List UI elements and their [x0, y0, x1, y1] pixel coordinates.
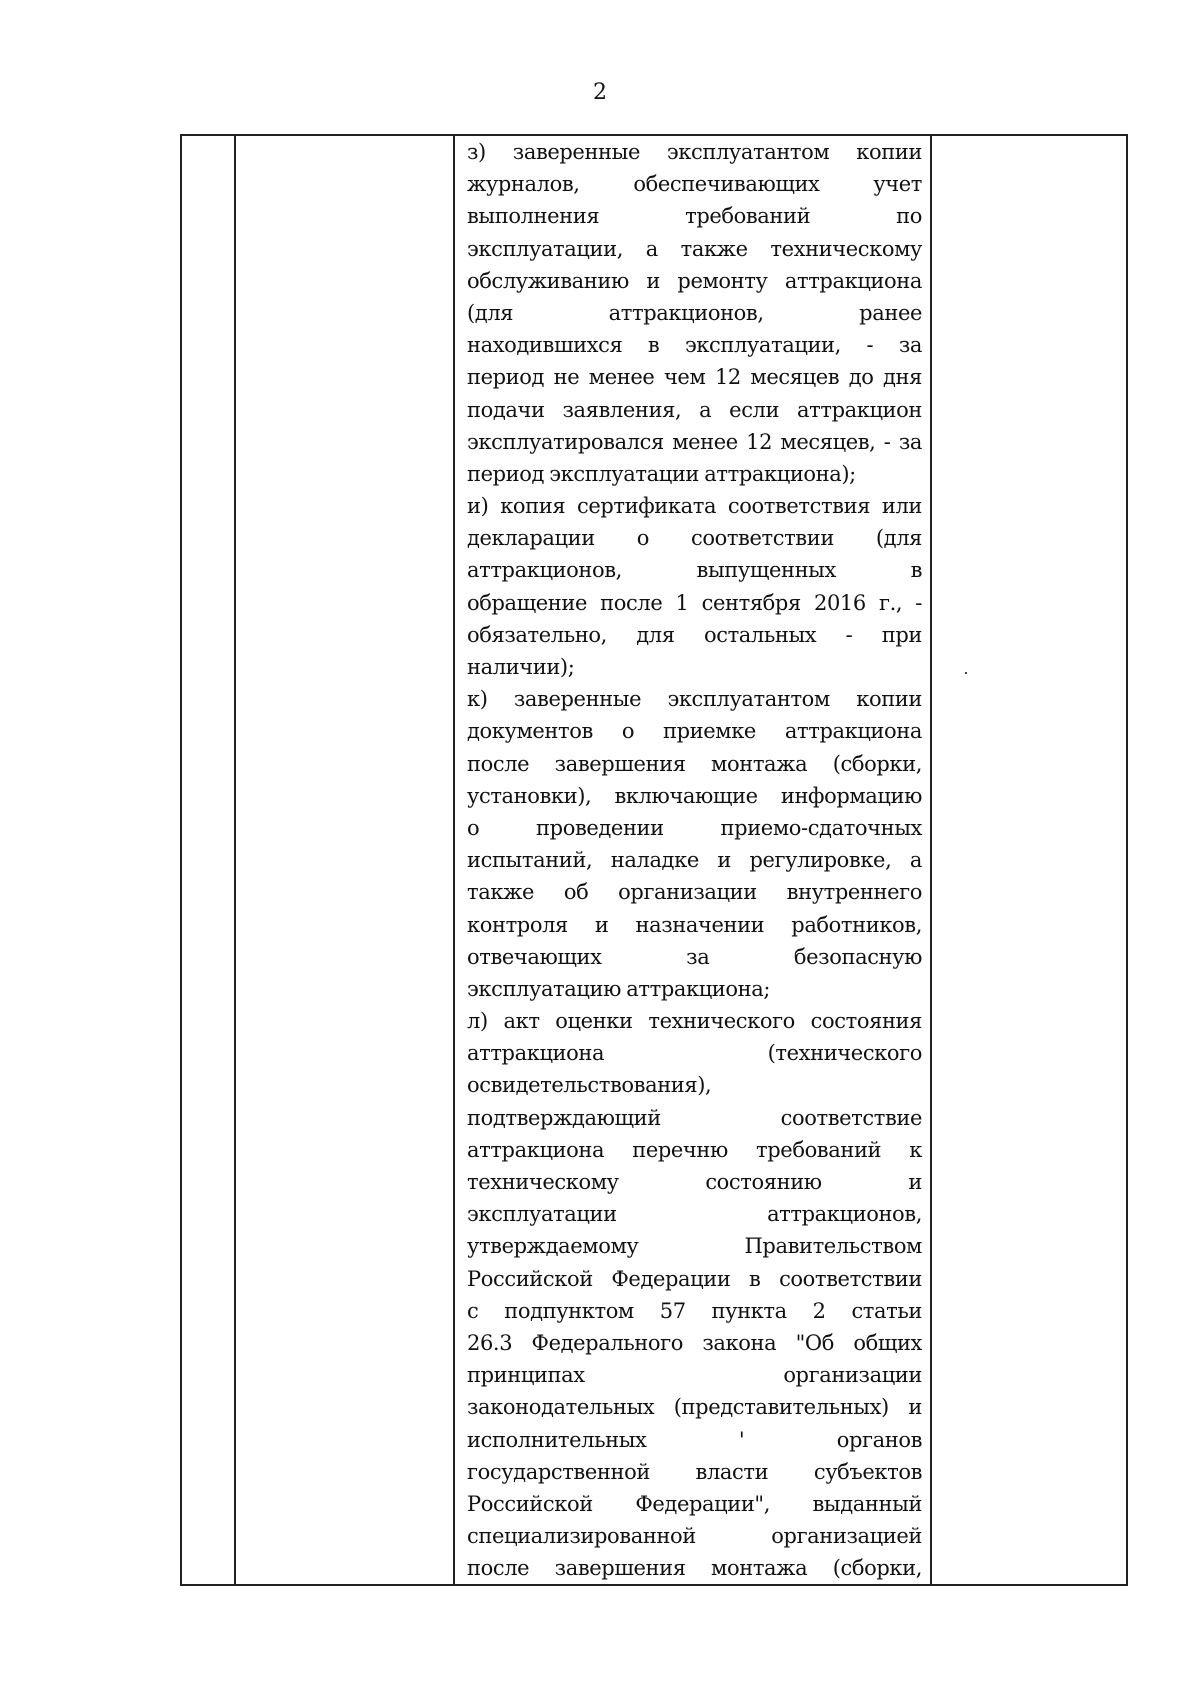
- text-line: наличии);: [467, 655, 575, 679]
- text-line: аттракциона (технического: [467, 1041, 922, 1066]
- text-line: и) копия сертификата соответствия или: [467, 494, 922, 519]
- text-line: выполнения требований по: [467, 204, 922, 229]
- text-line: после завершения монтажа (сборки,: [467, 1556, 922, 1581]
- text-line: законодательных (представительных) и: [467, 1395, 922, 1420]
- text-line: эксплуатации аттракционов,: [467, 1202, 922, 1227]
- empty-cell-name: [235, 135, 454, 1585]
- text-line: о проведении приемо-сдаточных: [467, 815, 922, 840]
- text-line: обслуживанию и ремонту аттракциона: [467, 268, 922, 293]
- text-line: декларации о соответствии (для: [467, 526, 922, 551]
- text-line: после завершения монтажа (сборки,: [467, 751, 922, 776]
- text-line: исполнительных ' органов: [467, 1427, 922, 1452]
- page-number: 2: [593, 80, 607, 105]
- text-line: з) заверенные эксплуатантом копии: [467, 140, 922, 164]
- text-line: подачи заявления, а если аттракцион: [467, 397, 922, 422]
- table-row: [181, 135, 1127, 1585]
- text-line: техническому состоянию и: [467, 1170, 922, 1194]
- text-line: отвечающих за безопасную: [467, 944, 922, 969]
- text-line: (для аттракционов, ранее: [467, 300, 922, 325]
- scan-speck: [965, 672, 967, 674]
- document-item-z: [467, 136, 922, 490]
- text-line: принципах организации: [467, 1363, 922, 1388]
- text-line: обязательно, для остальных - при: [467, 622, 922, 647]
- text-line: Российской Федерации", выданный: [467, 1491, 922, 1516]
- text-line: подтверждающий соответствие: [467, 1105, 922, 1130]
- text-line: период не менее чем 12 месяцев до дня: [467, 365, 922, 390]
- text-line: контроля и назначении работников,: [467, 912, 922, 937]
- text-line: журналов, обеспечивающих учет: [467, 172, 922, 197]
- text-line: эксплуатации, а также техническому: [467, 236, 922, 261]
- text-line: специализированной организацией: [467, 1524, 922, 1549]
- text-line: испытаний, наладке и регулировке, а: [467, 848, 922, 873]
- text-line: находившихся в эксплуатации, - за: [467, 333, 922, 358]
- empty-cell-notes: [931, 135, 1127, 1585]
- text-line: к) заверенные эксплуатантом копии: [467, 687, 922, 712]
- text-line: с подпунктом 57 пункта 2 статьи: [467, 1298, 922, 1323]
- text-line: также об организации внутреннего: [467, 880, 922, 905]
- text-line: документов о приемке аттракциона: [467, 719, 922, 744]
- text-line: утверждаемому Правительством: [467, 1234, 922, 1259]
- text-line: эксплуатацию аттракциона;: [467, 976, 771, 1001]
- text-line: освидетельствования),: [467, 1073, 712, 1098]
- text-line: обращение после 1 сентября 2016 г., -: [467, 590, 922, 615]
- text-line: государственной власти субъектов: [467, 1459, 922, 1484]
- text-line: эксплуатировался менее 12 месяцев, - за: [467, 429, 922, 454]
- document-item-i: [467, 490, 922, 683]
- documents-list-cell: [454, 135, 931, 1585]
- text-line: аттракциона перечню требований к: [467, 1137, 922, 1162]
- text-line: 26.3 Федерального закона "Об общих: [467, 1330, 922, 1355]
- text-line: аттракционов, выпущенных в: [467, 558, 922, 583]
- empty-cell-number: [181, 135, 235, 1585]
- text-line: период эксплуатации аттракциона);: [467, 461, 856, 486]
- requirements-table: [180, 134, 1128, 1586]
- document-item-k: [467, 683, 922, 1005]
- text-line: Российской Федерации в соответствии: [467, 1266, 922, 1291]
- text-line: установки), включающие информацию: [467, 783, 922, 808]
- documents-list: [467, 136, 922, 1584]
- document-item-l: [467, 1005, 922, 1584]
- text-line: л) акт оценки технического состояния: [467, 1009, 922, 1034]
